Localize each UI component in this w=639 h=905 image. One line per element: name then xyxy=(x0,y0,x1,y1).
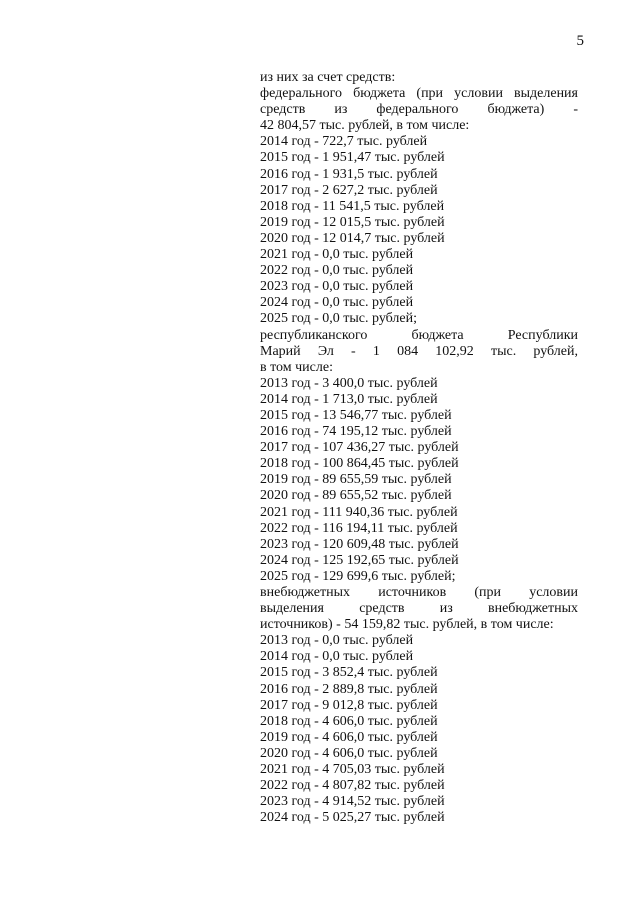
text-line: 2024 год - 0,0 тыс. рублей xyxy=(260,295,414,311)
text-line: 2019 год - 4 606,0 тыс. рублей xyxy=(260,729,438,745)
text-line: 2023 год - 0,0 тыс. рублей xyxy=(260,279,414,295)
text-line: 2015 год - 3 852,4 тыс. рублей xyxy=(260,665,438,681)
text-line: выделения средств из внебюджетных xyxy=(260,601,578,617)
text-line: внебюджетных источников (при условии xyxy=(260,585,578,600)
text-line: 2016 год - 1 931,5 тыс. рублей xyxy=(260,166,438,182)
text-line: 2023 год - 120 609,48 тыс. рублей xyxy=(260,536,459,552)
page-number: 5 xyxy=(576,33,584,49)
text-line: 2018 год - 4 606,0 тыс. рублей xyxy=(260,713,438,729)
text-line: 2018 год - 11 541,5 тыс. рублей xyxy=(260,198,445,214)
text-line: 2019 год - 89 655,59 тыс. рублей xyxy=(260,472,452,488)
text-line: 2022 год - 4 807,82 тыс. рублей xyxy=(260,778,445,794)
text-line: Марий Эл - 1 084 102,92 тыс. рублей, xyxy=(260,343,578,359)
text-line: 2014 год - 0,0 тыс. рублей xyxy=(260,649,414,665)
text-line: в том числе: xyxy=(260,359,333,375)
text-line: 2017 год - 107 436,27 тыс. рублей xyxy=(260,440,459,456)
text-line: 2020 год - 4 606,0 тыс. рублей xyxy=(260,745,438,761)
text-line: 2021 год - 0,0 тыс. рублей xyxy=(260,247,414,263)
text-line: 2020 год - 12 014,7 тыс. рублей xyxy=(260,230,445,246)
text-line: 2020 год - 89 655,52 тыс. рублей xyxy=(260,488,452,504)
text-line: 2018 год - 100 864,45 тыс. рублей xyxy=(260,456,459,472)
text-line: 2022 год - 0,0 тыс. рублей xyxy=(260,263,414,279)
text-line: 2014 год - 722,7 тыс. рублей xyxy=(260,134,428,150)
text-line: 2013 год - 3 400,0 тыс. рублей xyxy=(260,375,438,391)
text-line: федерального бюджета (при условии выделения xyxy=(260,86,578,102)
text-line: республиканского бюджета Республики xyxy=(260,327,578,343)
document-body xyxy=(260,70,578,826)
text-line: 2016 год - 2 889,8 тыс. рублей xyxy=(260,681,438,697)
text-line: 2023 год - 4 914,52 тыс. рублей xyxy=(260,794,445,810)
text-line: источников) - 54 159,82 тыс. рублей, в том числе: xyxy=(260,617,554,633)
text-line: 2017 год - 9 012,8 тыс. рублей xyxy=(260,697,438,713)
text-line: 2021 год - 111 940,36 тыс. рублей xyxy=(260,504,458,520)
text-line: 2013 год - 0,0 тыс. рублей xyxy=(260,633,414,649)
text-line: средств из федерального бюджета) - xyxy=(260,102,578,118)
text-line: 2025 год - 129 699,6 тыс. рублей; xyxy=(260,568,456,584)
text-line: 2022 год - 116 194,11 тыс. рублей xyxy=(260,520,458,536)
text-line: 2025 год - 0,0 тыс. рублей; xyxy=(260,311,418,327)
text-line: из них за счет средств: xyxy=(260,70,396,85)
text-line: 2021 год - 4 705,03 тыс. рублей xyxy=(260,762,445,778)
text-line: 2019 год - 12 015,5 тыс. рублей xyxy=(260,214,445,230)
text-line: 2015 год - 13 546,77 тыс. рублей xyxy=(260,407,452,423)
text-line: 2015 год - 1 951,47 тыс. рублей xyxy=(260,150,445,166)
text-line: 2016 год - 74 195,12 тыс. рублей xyxy=(260,424,452,440)
text-line: 2024 год - 5 025,27 тыс. рублей xyxy=(260,810,445,826)
text-line: 2014 год - 1 713,0 тыс. рублей xyxy=(260,391,438,407)
text-line: 2017 год - 2 627,2 тыс. рублей xyxy=(260,182,438,198)
text-line: 42 804,57 тыс. рублей, в том числе: xyxy=(260,118,470,134)
text-line: 2024 год - 125 192,65 тыс. рублей xyxy=(260,552,459,568)
